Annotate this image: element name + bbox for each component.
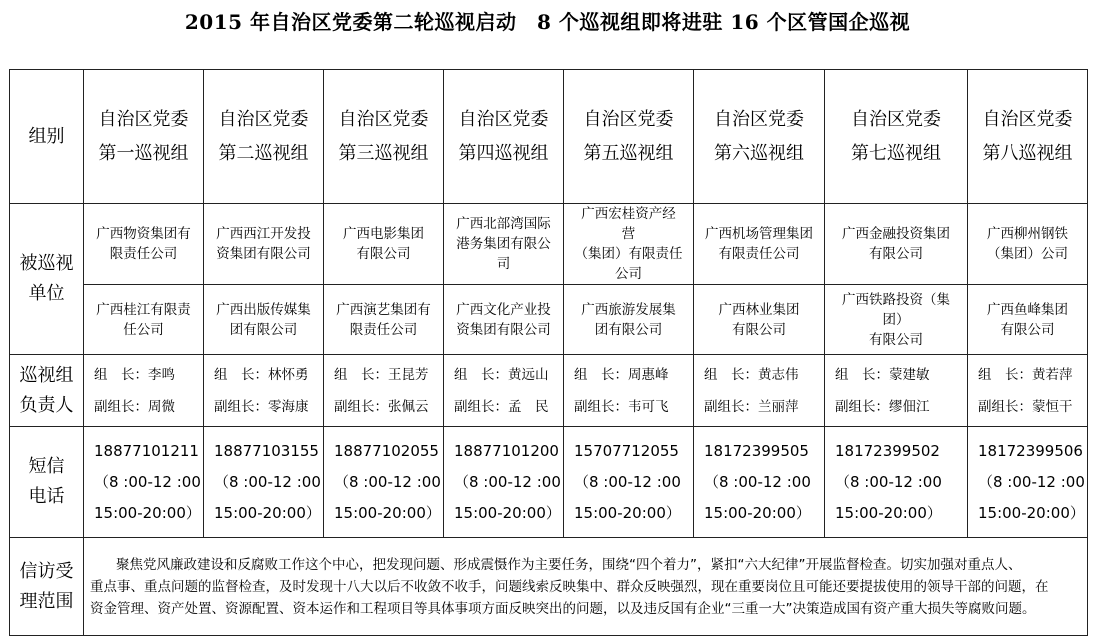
- group-leader: 组 长：蒙建敏: [835, 366, 930, 383]
- group-leader: 组 长：黄志伟: [704, 366, 799, 383]
- inspected-unit-b-line: 广西演艺集团有: [336, 301, 431, 318]
- unit-label-line2: 单位: [28, 283, 65, 304]
- group-name-line1: 自治区党委: [218, 108, 309, 130]
- inspected-unit-a-cell: [324, 204, 444, 285]
- unit-row-a: [10, 204, 1088, 285]
- group-leader: 组 长：黄若萍: [978, 366, 1073, 383]
- leader-cell: [694, 355, 825, 427]
- deputy-leader: 副组长：蒙恒干: [978, 398, 1073, 415]
- unit-label-cell: [10, 204, 84, 355]
- scope-row: [10, 538, 1088, 636]
- hours-afternoon: 15:00-20:00）: [835, 503, 942, 522]
- group-name-line1: 自治区党委: [714, 108, 804, 130]
- inspected-unit-a-line: 广西机场管理集团: [705, 226, 813, 242]
- deputy-leader: 副组长：缪佃江: [835, 398, 930, 415]
- unit-label-line1: 被巡视: [19, 253, 74, 274]
- inspected-unit-a-line: 广西电影集团: [343, 226, 424, 242]
- deputy-leader: 副组长：张佩云: [334, 398, 429, 415]
- inspected-unit-b-line: 广西文化产业投: [456, 301, 551, 318]
- hours-afternoon: 15:00-20:00）: [454, 503, 561, 522]
- inspected-unit-a-line: 广西金融投资集团: [842, 226, 950, 242]
- hours-afternoon: 15:00-20:00）: [334, 503, 441, 522]
- inspected-unit-a-line: 营: [621, 226, 636, 242]
- inspected-unit-b-line: 团）: [882, 311, 910, 328]
- scope-text-line: 聚焦党风廉政建设和反腐败工作这个中心，把发现问题、形成震慑作为主要任务，围绕“四个着力”，紧扣“六大纪律”开展监督检查。切实加强对重点人、: [116, 556, 1022, 573]
- inspected-unit-a-cell: [444, 204, 564, 285]
- inspected-unit-b-line: 有限公司: [732, 321, 786, 338]
- group-name-cell: [204, 70, 324, 204]
- hours-afternoon: 15:00-20:00）: [978, 503, 1085, 522]
- group-name-cell: [968, 70, 1088, 204]
- hours-afternoon: 15:00-20:00）: [704, 503, 811, 522]
- group-name-cell: [324, 70, 444, 204]
- inspected-unit-a-cell: [825, 204, 968, 285]
- phone-cell: [444, 427, 564, 538]
- phone-label-line1: 短信: [28, 456, 65, 477]
- phone-number: 18877101200: [454, 441, 559, 460]
- phone-number: 18877102055: [334, 441, 439, 460]
- leader-cell: [444, 355, 564, 427]
- group-name-line1: 自治区党委: [851, 108, 941, 130]
- hours-morning: （8 :00-12 :00: [94, 472, 201, 491]
- inspected-unit-b-line: 广西林业集团: [718, 301, 800, 318]
- phone-number: 15707712055: [574, 441, 679, 460]
- group-name-line2: 第五巡视组: [583, 142, 674, 164]
- phone-number: 18172399505: [704, 441, 809, 460]
- scope-label-cell: [10, 538, 84, 636]
- scope-label-line1: 信访受: [19, 560, 74, 582]
- inspected-unit-a-line: （集团）公司: [987, 246, 1068, 262]
- phone-cell: [694, 427, 825, 538]
- inspected-unit-a-line: 资集团有限公司: [216, 246, 311, 262]
- inspected-unit-b-line: 限责任公司: [349, 321, 418, 338]
- inspected-unit-a-cell: [84, 204, 204, 285]
- group-name-line2: 第一巡视组: [98, 142, 189, 164]
- group-name-line1: 自治区党委: [982, 108, 1073, 130]
- group-name-line1: 自治区党委: [583, 108, 674, 130]
- inspected-unit-b-line: 广西旅游发展集: [581, 301, 676, 318]
- inspected-unit-b-cell: [825, 285, 968, 355]
- deputy-leader: 副组长：兰丽萍: [704, 398, 799, 415]
- leader-cell: [968, 355, 1088, 427]
- inspected-unit-a-line: 有限责任公司: [718, 246, 800, 262]
- inspected-unit-b-cell: [204, 285, 324, 355]
- hours-afternoon: 15:00-20:00）: [574, 503, 681, 522]
- group-name-line2: 第二巡视组: [218, 142, 309, 164]
- phone-cell: [324, 427, 444, 538]
- inspected-unit-b-cell: [324, 285, 444, 355]
- leader-label-line2: 负责人: [19, 394, 74, 416]
- leader-label-line1: 巡视组: [19, 364, 74, 386]
- hours-morning: （8 :00-12 :00: [454, 472, 561, 491]
- inspected-unit-a-line: 限责任公司: [109, 246, 178, 262]
- inspected-unit-a-line: 广西柳州钢铁: [987, 226, 1068, 242]
- phone-cell: [204, 427, 324, 538]
- leader-cell: [204, 355, 324, 427]
- inspected-unit-b-line: 有限公司: [869, 331, 923, 348]
- deputy-leader: 副组长：孟 民: [454, 398, 549, 415]
- inspected-unit-b-line: 广西鱼峰集团: [987, 301, 1068, 318]
- group-leader: 组 长：黄远山: [454, 366, 549, 383]
- hours-afternoon: 15:00-20:00）: [214, 503, 321, 522]
- inspection-table: [9, 69, 1088, 636]
- hours-morning: （8 :00-12 :00: [214, 472, 321, 491]
- group-leader: 组 长：林怀勇: [214, 366, 309, 383]
- inspected-unit-a-line: 有限公司: [869, 246, 923, 262]
- phone-cell: [968, 427, 1088, 538]
- hours-morning: （8 :00-12 :00: [574, 472, 681, 491]
- leader-cell: [825, 355, 968, 427]
- deputy-leader: 副组长：零海康: [214, 398, 309, 415]
- group-name-line2: 第三巡视组: [338, 142, 429, 164]
- scope-text-line: 重点事、重点问题的监督检查，及时发现十八大以后不收敛不收手，问题线索反映集中、群众反映强烈，现在重要岗位且可能还要提拔使用的领导干部的问题，在: [90, 578, 1049, 595]
- leader-cell: [324, 355, 444, 427]
- phone-cell: [564, 427, 694, 538]
- inspected-unit-b-line: 广西桂江有限责: [96, 301, 191, 318]
- group-name-cell: [444, 70, 564, 204]
- inspected-unit-a-line: 广西北部湾国际: [456, 216, 551, 232]
- phone-number: 18172399502: [835, 441, 940, 460]
- group-name-line2: 第六巡视组: [714, 142, 804, 164]
- header-row: [10, 70, 1088, 204]
- leader-cell: [84, 355, 204, 427]
- phone-cell: [84, 427, 204, 538]
- inspected-unit-a-cell: [694, 204, 825, 285]
- inspected-unit-a-line: 广西西江开发投: [216, 226, 311, 242]
- deputy-leader: 副组长：周微: [94, 398, 175, 415]
- phone-label-cell: [10, 427, 84, 538]
- group-name-cell: [564, 70, 694, 204]
- inspected-unit-b-line: 有限公司: [1000, 321, 1055, 338]
- phone-label-line2: 电话: [28, 486, 65, 507]
- hours-morning: （8 :00-12 :00: [704, 472, 811, 491]
- group-name-cell: [84, 70, 204, 204]
- deputy-leader: 副组长：韦可飞: [574, 398, 669, 415]
- inspected-unit-b-line: 广西出版传媒集: [216, 301, 311, 318]
- leader-label-cell: [10, 355, 84, 427]
- inspected-unit-a-line: 有限公司: [356, 246, 411, 262]
- inspected-unit-b-line: 广西铁路投资（集: [842, 291, 950, 308]
- inspected-unit-a-cell: [564, 204, 694, 285]
- hours-morning: （8 :00-12 :00: [334, 472, 441, 491]
- group-name-line2: 第七巡视组: [851, 142, 941, 164]
- group-name-cell: [694, 70, 825, 204]
- phone-number: 18877103155: [214, 441, 319, 460]
- hours-morning: （8 :00-12 :00: [835, 472, 942, 491]
- inspected-unit-b-cell: [694, 285, 825, 355]
- inspected-unit-a-line: 司: [496, 256, 511, 272]
- inspected-unit-a-cell: [968, 204, 1088, 285]
- phone-cell: [825, 427, 968, 538]
- hours-afternoon: 15:00-20:00）: [94, 503, 201, 522]
- inspected-unit-a-line: 广西物资集团有: [96, 226, 191, 242]
- group-leader: 组 长：李鸣: [94, 366, 175, 383]
- phone-number: 18172399506: [978, 441, 1083, 460]
- hours-morning: （8 :00-12 :00: [978, 472, 1085, 491]
- leader-cell: [564, 355, 694, 427]
- inspected-unit-a-line: （集团）有限责任: [574, 246, 683, 262]
- group-name-line1: 自治区党委: [98, 108, 189, 130]
- inspected-unit-b-line: 团有限公司: [594, 321, 663, 338]
- inspected-unit-b-line: 团有限公司: [229, 321, 298, 338]
- group-name-line1: 自治区党委: [458, 108, 549, 130]
- inspected-unit-b-line: 任公司: [123, 321, 164, 338]
- group-leader: 组 长：周惠峰: [574, 366, 669, 383]
- inspected-unit-b-cell: [968, 285, 1088, 355]
- group-name-line2: 第四巡视组: [458, 142, 549, 164]
- phone-number: 18877101211: [94, 441, 199, 460]
- inspected-unit-b-cell: [564, 285, 694, 355]
- inspected-unit-a-line: 公司: [615, 266, 642, 282]
- group-label: 组别: [28, 125, 65, 147]
- group-leader: 组 长：王昆芳: [334, 366, 429, 383]
- inspected-unit-a-line: 广西宏桂资产经: [581, 206, 676, 222]
- inspected-unit-b-cell: [84, 285, 204, 355]
- phone-row: [10, 427, 1088, 538]
- group-name-cell: [825, 70, 968, 204]
- unit-row-b: [10, 285, 1088, 355]
- group-name-line1: 自治区党委: [338, 108, 429, 130]
- group-label-cell: [10, 70, 84, 204]
- inspected-unit-a-cell: [204, 204, 324, 285]
- leader-row: [10, 355, 1088, 427]
- inspected-unit-a-line: 港务集团有限公: [456, 236, 551, 252]
- inspected-unit-b-line: 资集团有限公司: [456, 321, 551, 338]
- page-title: 2015 年自治区党委第二轮巡视启动 8 个巡视组即将进驻 16 个区管国企巡视: [184, 10, 911, 34]
- inspected-unit-b-cell: [444, 285, 564, 355]
- scope-text-line: 资金管理、资产处置、资源配置、资本运作和工程项目等具体事项方面反映突出的问题，以及违反国有企业“三重一大”决策造成国有资产重大损失等腐败问题。: [90, 600, 1036, 617]
- scope-label-line2: 理范围: [19, 590, 74, 612]
- scope-text-cell: [84, 538, 1088, 636]
- group-name-line2: 第八巡视组: [982, 142, 1073, 164]
